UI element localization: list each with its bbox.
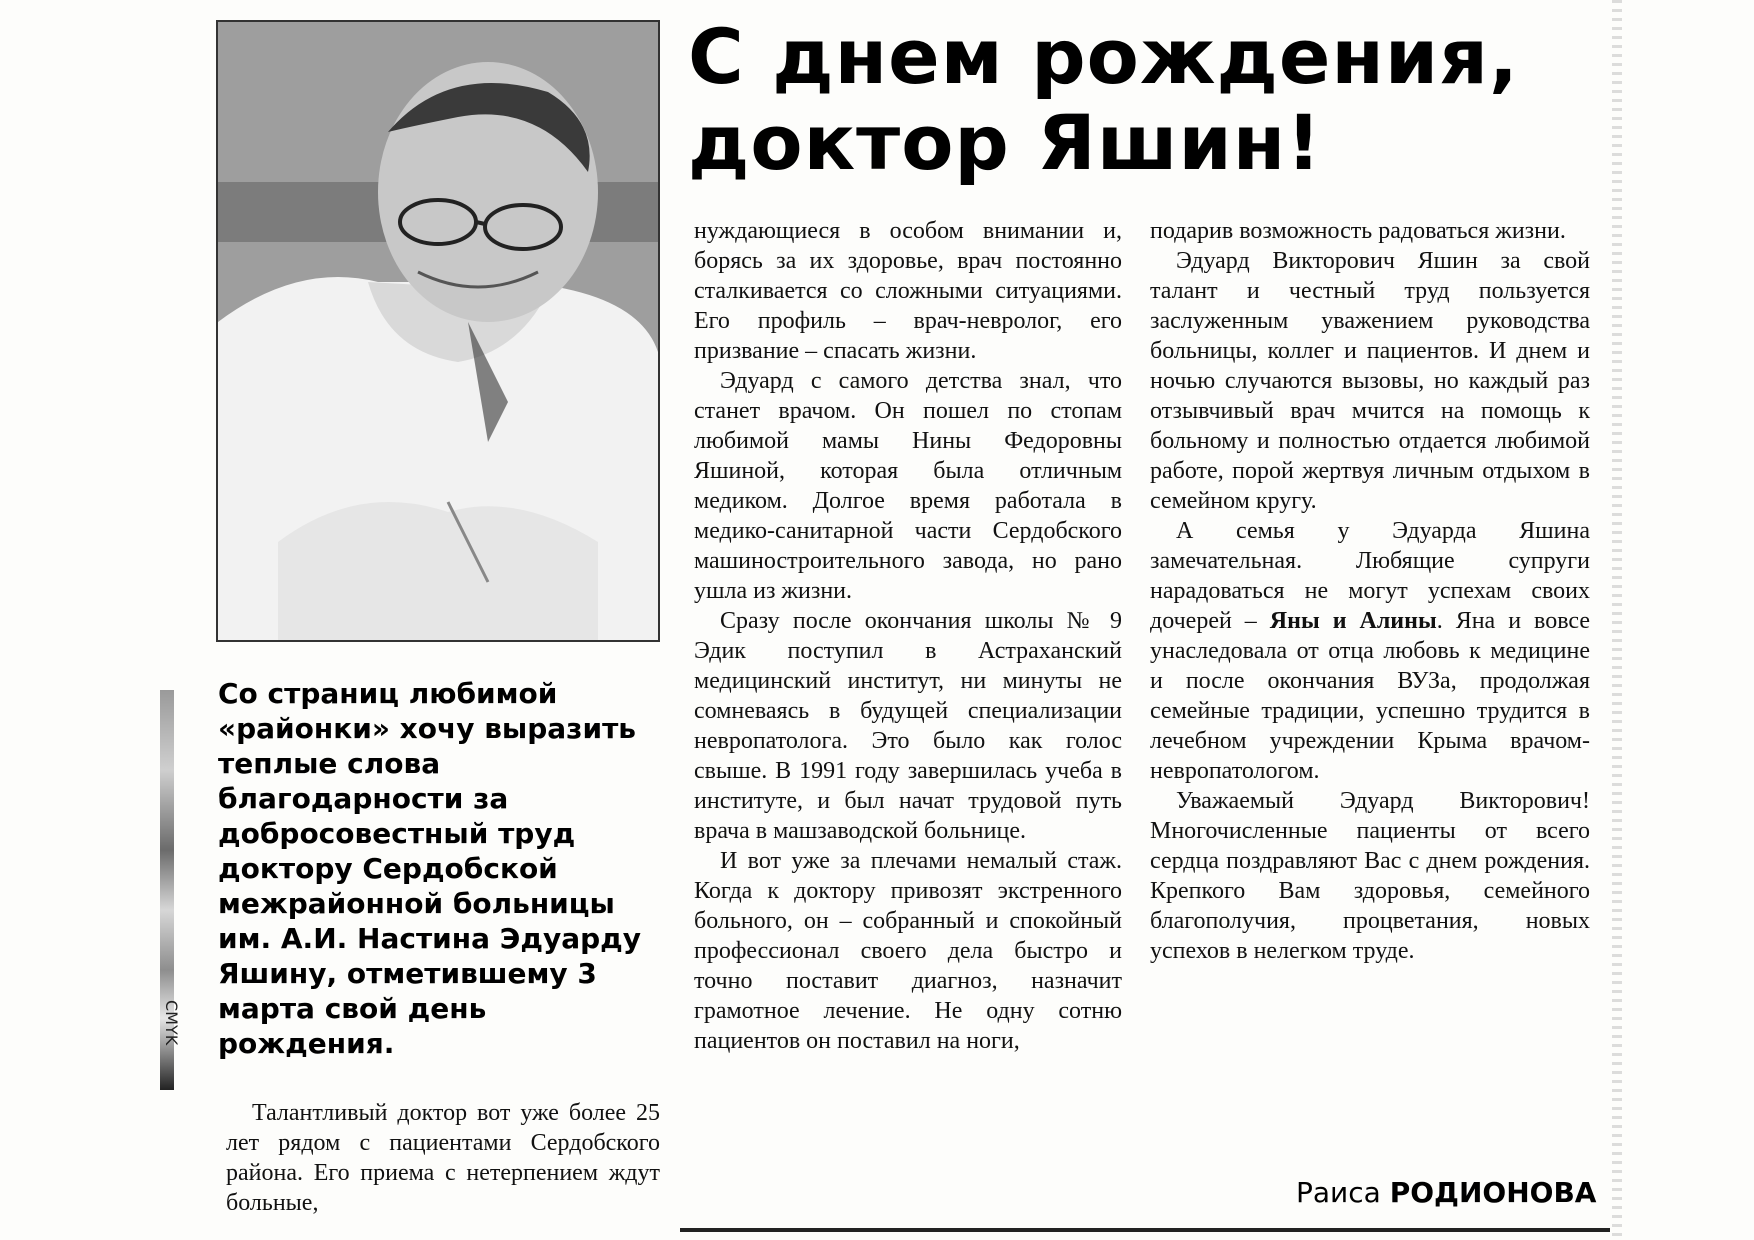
paragraph bbox=[1150, 516, 1590, 786]
cmyk-color-bar bbox=[160, 690, 180, 1090]
paragraph: Уважаемый Эдуард Викторович! Многочисленные пациенты от всего сердца поздравляют Вас с днем рождения. Крепкого Вам здоровья, семейного благополучия, процветания, новых успехов в нелегком труде. bbox=[1150, 788, 1590, 964]
paragraph: нуждающиеся в особом внимании и, борясь за их здоровье, врач постоянно сталкивается со сложными ситуациями. Его профиль – врач-невролог, его призвание – спасать жизни. bbox=[694, 218, 1122, 364]
paragraph: Эдуард с самого детства знал, что станет врачом. Он пошел по стопам любимой мамы Нины Федоровны Яшиной, которая была отличным медиком. Долгое время работала в медико-санитарной части Сердобского машиностроительного завода, но рано ушла из жизни. bbox=[694, 368, 1122, 604]
paragraph: И вот уже за плечами немалый стаж. Когда к доктору привозят экстренного больного, он – собранный и спокойный профессионал своего дела быстро и точно поставит диагноз, назначит грамотное лечение. Не одну сотню пациентов он поставил на ноги, bbox=[694, 848, 1122, 1054]
paragraph: Эдуард Викторович Яшин за свой талант и честный труд пользуется заслуженным уважением руководства больницы, коллег и пациентов. И днем и ночью случаются вызовы, но каждый раз отзывчивый врач мчится на помощь к больному и полностью отдается любимой работе, порой жертвуя личным отдыхом в семейном кругу. bbox=[1150, 248, 1590, 514]
daughters-names: Яны и Алины bbox=[1269, 608, 1437, 634]
author-first-name: Раиса bbox=[1296, 1176, 1381, 1209]
photo-portrait-icon bbox=[218, 22, 658, 640]
paragraph: подарив возможность радоваться жизни. bbox=[1150, 218, 1566, 244]
text-span: А семья у Эдуарда Яшина замечательная. Любящие супруги нарадоваться не могут успехам своих дочерей – bbox=[1150, 518, 1590, 634]
scan-edge bbox=[1612, 0, 1622, 1240]
headline-line-1: С днем рождения, bbox=[688, 12, 1519, 101]
paragraph: Сразу после окончания школы № 9 Эдик поступил в Астраханский медицинский институт, ни минуты не сомневаясь в будущей специализации невропатолога. Это было как голос свыше. В 1991 году завершилась учеба в институте, и был начат трудовой путь врача в машзаводской больнице. bbox=[694, 608, 1122, 844]
author-byline bbox=[1296, 1176, 1596, 1209]
article-column-3 bbox=[1150, 216, 1590, 966]
article-column-2 bbox=[694, 216, 1122, 1056]
headline bbox=[688, 14, 1568, 186]
text-span: . Яна и вовсе унаследовала от отца любовь к медицине и после окончания ВУЗа, продолжая семейные традиции, успешно трудится в лечебном учреждении Крыма врачом-невропатологом. bbox=[1150, 608, 1590, 784]
paragraph: Талантливый доктор вот уже более 25 лет рядом с пациентами Сердобского района. Его приема с нетерпением ждут больные, bbox=[226, 1100, 660, 1216]
author-last-name: РОДИОНОВА bbox=[1389, 1176, 1597, 1209]
lead-paragraph: Со страниц любимой «районки» хочу выразить теплые слова благодарности за добросовестный труд доктору Сердобской межрайонной больницы им. А.И. Настина Эдуарду Яшину, отметившему 3 марта свой день рождения. bbox=[218, 677, 641, 1060]
portrait-photo bbox=[216, 20, 660, 642]
article-column-1 bbox=[226, 1098, 660, 1218]
bottom-rule bbox=[680, 1228, 1610, 1232]
headline-line-2: доктор Яшин! bbox=[688, 98, 1322, 187]
cmyk-label: CMYK bbox=[162, 1000, 181, 1046]
